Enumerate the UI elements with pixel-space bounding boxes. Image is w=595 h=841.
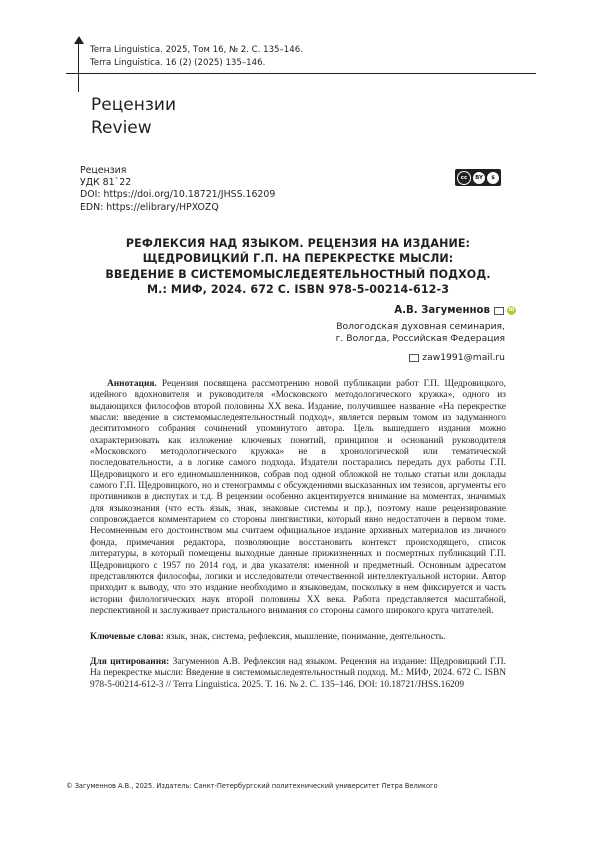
abstract	[90, 379, 506, 617]
citation	[90, 657, 506, 691]
cc-logo-icon: cc	[457, 171, 471, 185]
affiliation-line: г. Вологда, Российская Федерация	[335, 333, 505, 345]
envelope-icon	[409, 354, 419, 362]
abstract-text: Рецензия посвящена рассмотрению новой публикации работ Г.П. Щедровицкого, идейного вдохновителя и руководителя «Московского методологического кружка», одного из выдающихся философов второй половины XX века. Издание, получившее название «На перекрестке мысли: введение в системомыследеятельностный подход», является первым томом из задуманного десятитомного собрания сочинений упомянутого автора. Цель вышедшего издания можно охарактеризовать как изложение ключевых понятий, принципов и оснований руководителя «Московского методологического кружка» не в хронологической или тематической последовательности, а в логике самого подхода. Издатели постарались передать дух работы Г.П. Щедровицкого и его единомышленников, собрав под одной обложкой не только статьи или доклады самого Г.П. Щедровицкого, но и стенограммы с обсуждениями высказанных им тезисов, аргументы его противников в диспутах и т.д. В рецензии особенно акцентируется внимание на моментах, значимых для языкознания (что есть язык, знак, знаковые системы и пр.), поэтому наше рецензирование сопровождается комментарием со стороны лингвистики, который явно недостаточен в первом томе. Несомненным его достоинством мы считаем официальное издание архивных материалов из личного фонда, примечания редактора, позволяющие восстановить контекст происходящего, список литературы, в который помещены выходные данные прижизненных и посмертных публикаций Г.П. Щедровицкого с 1957 по 2014 год, и два указателя: именной и предметный. Основным адресатом представляются философы, логики и исследователи отечественной интеллектуальной истории. Автор приходит к выводу, что это издание необходимо и языковедам, поскольку в нем фиксируется и часть истории филологических наук второй половины XX века. Работа представляется масштабной, перспективной и заслуживает пристального внимания со стороны самого широкого круга читателей.	[90, 379, 507, 616]
title-line: ЩЕДРОВИЦКИЙ Г.П. НА ПЕРЕКРЕСТКЕ МЫСЛИ:	[142, 252, 454, 266]
citation-label: Для цитирования:	[90, 657, 170, 667]
header-vertical-rule	[78, 40, 79, 92]
affiliation-line: Вологодская духовная семинария,	[336, 321, 505, 332]
cc-nc-icon: $	[487, 172, 499, 184]
section-heading-en: Review	[91, 118, 152, 138]
envelope-icon[interactable]	[494, 307, 504, 315]
edn-link[interactable]: EDN: https://elibrary/HPXOZQ	[80, 201, 219, 213]
journal-citation-en: Terra Linguistica. 16 (2) (2025) 135–146.	[90, 58, 266, 68]
creative-commons-icon[interactable]	[455, 169, 501, 186]
journal-header	[90, 44, 303, 70]
section-heading	[91, 94, 176, 140]
email-address[interactable]: zaw1991@mail.ru	[422, 352, 505, 363]
keywords-label: Ключевые слова:	[90, 632, 164, 642]
keywords-text: язык, знак, система, рефлексия, мышление, понимание, деятельность.	[166, 632, 446, 642]
journal-citation-ru: Terra Linguistica. 2025, Том 16, № 2. С. 135–146.	[90, 45, 303, 55]
section-heading-ru: Рецензии	[91, 95, 176, 115]
cc-by-icon: BY	[473, 172, 485, 184]
author-affiliation	[300, 321, 505, 346]
abstract-label: Аннотация.	[107, 379, 157, 389]
udk-code: УДК 81`22	[80, 177, 132, 189]
keywords	[90, 632, 506, 643]
header-horizontal-rule	[66, 73, 536, 74]
citation-text: Загуменнов А.В. Рефлексия над языком. Рецензия на издание: Щедровицкий Г.П. На перекрестке мысли: Введение в системомыследеятельностный подход. М.: МИФ, 2024. 672 С. ISBN 978-5-00214-612-3 // Terra Linguistica. 2025. Т. 16. № 2. С. 135–146. DOI: 10.18721/JHSS.16209	[90, 657, 506, 690]
orcid-icon[interactable]: iD	[508, 307, 515, 313]
title-line: ВВЕДЕНИЕ В СИСТЕМОМЫСЛЕДЕЯТЕЛЬНОСТНЫЙ ПОДХОД.	[105, 267, 491, 281]
author-name: А.В. Загуменнов	[394, 305, 490, 316]
copyright-footer: © Загуменнов А.В., 2025. Издатель: Санкт-Петербургский политехнический университет Петра Великого	[66, 782, 438, 790]
author-email[interactable]	[300, 352, 505, 363]
title-line: РЕФЛЕКСИЯ НАД ЯЗЫКОМ. РЕЦЕНЗИЯ НА ИЗДАНИЕ:	[125, 237, 471, 250]
title-line: М.: МИФ, 2024. 672 С. ISBN 978-5-00214-612-3	[146, 283, 450, 297]
article-type: Рецензия	[80, 165, 127, 176]
article-metadata	[80, 165, 275, 214]
doi-link[interactable]: DOI: https://doi.org/10.18721/JHSS.16209	[80, 189, 276, 201]
article-title	[66, 236, 530, 298]
